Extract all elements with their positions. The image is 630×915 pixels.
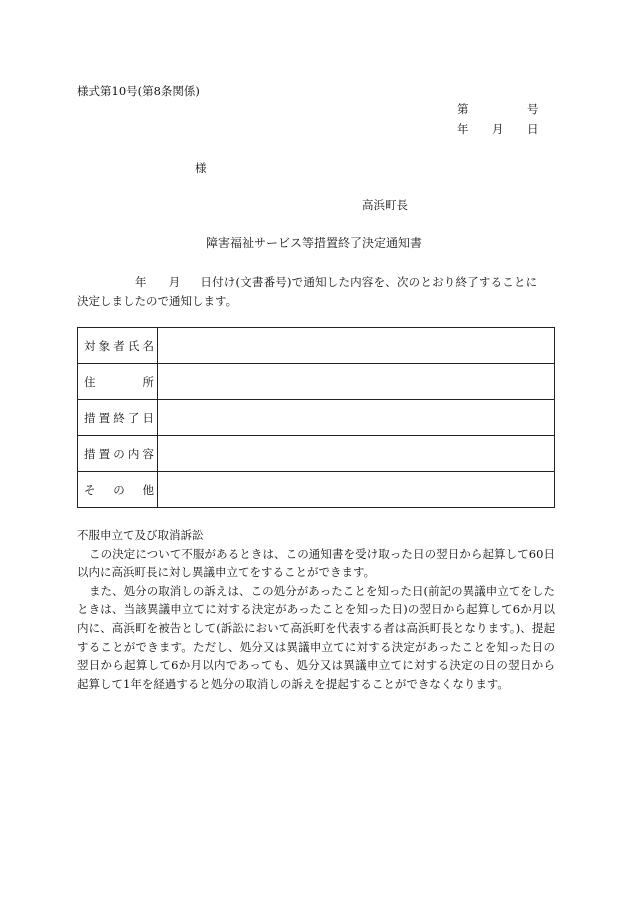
intro-year-label: 年 [135,275,147,289]
row-label-char: 置 [98,410,111,425]
row-label-text [84,410,154,426]
table-row [78,400,555,436]
row-label [78,472,158,508]
subject-info-table [77,327,555,508]
row-label-char: 住 [84,374,96,389]
intro-line-1-text: 日付け(文書番号)で通知した内容を、次のとおり終了することに [200,275,538,289]
row-label-char: 者 [113,338,125,353]
document-number-suffix: 号 [527,102,539,116]
row-label-char: 所 [142,374,154,389]
objection-paragraph-1: この決定について不服があるときは、この通知書を受け取った日の翌日から起算して60日以内に高浜町長に対し異議申立てをすることができます。 [77,546,555,580]
row-value-field[interactable] [158,328,555,364]
date-year-label: 年 [457,122,469,136]
row-value-field[interactable] [158,400,555,436]
intro-month-label: 月 [168,275,181,289]
row-label-char: 了 [127,410,140,425]
row-label-text [84,374,154,390]
row-label-char: 名 [142,338,154,353]
table-row [78,436,555,472]
row-label-char: の [113,446,125,461]
row-label-text [84,482,154,498]
table-row [78,472,555,508]
row-label-char: 他 [142,482,154,497]
row-label-char: 内 [127,446,140,461]
date-day-label: 日 [527,122,539,136]
row-label-char: 日 [142,410,154,425]
table-row [78,328,555,364]
objection-section [77,526,555,693]
row-label-char: の [113,482,125,497]
objection-paragraph-2: また、処分の取消しの訴えは、この処分があったことを知った日(前記の異議申立てをしたときは、当該異議申立てに対する決定があったことを知った日)の翌日から起算して6か月以内に、高浜町を被告として(訴訟において高浜町を代表する者は高浜町長となります。)、提起することができます。ただし、処分又は異議申立てに対する決定があったことを知った日の翌日から起算して6か月以内であっても、処分又は異議申立てに対する決定の日の翌日から起算して1年を経過すると処分の取消しの訴えを提起することができなくなります。 [77,583,555,691]
row-label-text [84,446,154,462]
intro-line-2: 決定しましたので通知します。 [77,294,238,308]
row-label [78,400,158,436]
row-label-char: 終 [113,410,125,425]
row-value-field[interactable] [158,436,555,472]
table-row [78,364,555,400]
row-label-char: 措 [84,446,96,461]
intro-line-1 [77,273,555,292]
intro-paragraph [77,273,555,311]
row-label [78,364,158,400]
date-month-label: 月 [492,122,504,136]
row-label-char: 氏 [127,338,140,353]
objection-heading: 不服申立て及び取消訴訟 [77,528,204,542]
row-value-field[interactable] [158,364,555,400]
row-label-char: そ [84,482,96,497]
issuer-name: 高浜町長 [362,198,408,212]
row-label-char: 措 [84,410,96,425]
document-title: 障害福祉サービス等措置終了決定通知書 [206,236,423,250]
row-label [78,436,158,472]
row-label-char: 容 [142,446,154,461]
row-label-text [84,338,154,354]
row-label [78,328,158,364]
addressee-honorific: 様 [195,161,207,175]
form-number: 様式第10号(第8条関係) [77,84,200,98]
document-number-prefix: 第 [457,102,469,116]
row-label-char: 象 [98,338,111,353]
row-value-field[interactable] [158,472,555,508]
row-label-char: 対 [84,338,96,353]
row-label-char: 置 [98,446,111,461]
